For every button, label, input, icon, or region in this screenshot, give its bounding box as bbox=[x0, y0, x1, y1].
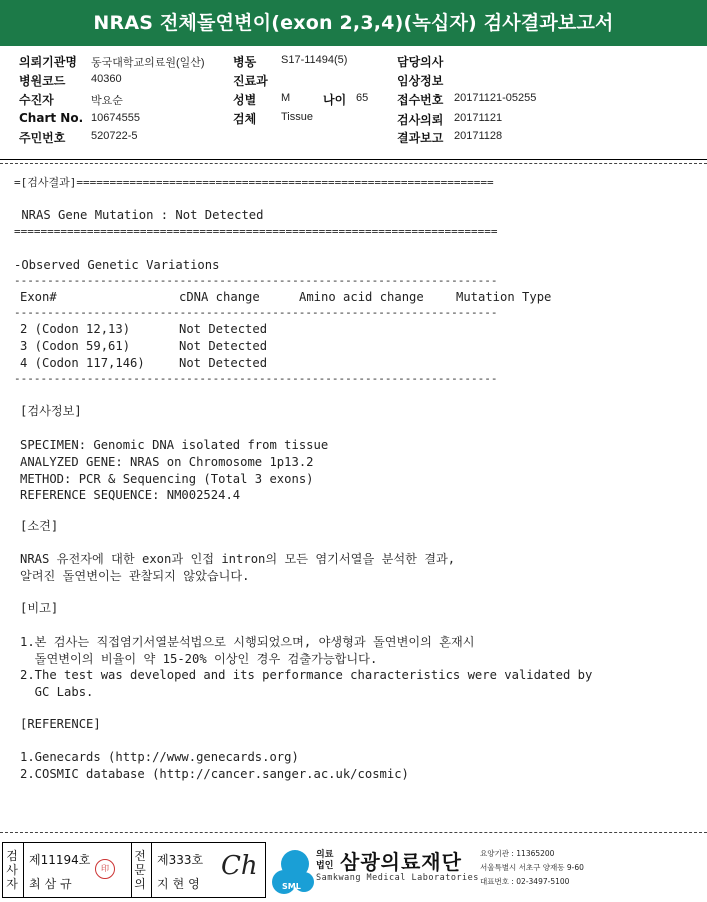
sex-value: M bbox=[281, 92, 291, 104]
signature: Ch bbox=[221, 851, 258, 881]
row-exon: 4 (Codon 117,146) bbox=[20, 356, 145, 370]
row-cdna: Not Detected bbox=[179, 356, 268, 370]
dept-label: 진료과 bbox=[233, 74, 268, 88]
row-cdna: Not Detected bbox=[179, 322, 268, 336]
patient-label: 수진자 bbox=[19, 93, 54, 107]
remark-line: GC Labs. bbox=[20, 685, 94, 699]
doctor-name: 지현영 bbox=[157, 877, 204, 891]
ward-label: 병동 bbox=[233, 55, 257, 69]
report-title: NRAS 전체돌연변이(exon 2,3,4)(녹십자) 검사결과보고서 bbox=[0, 0, 707, 46]
dash-rule-bottom: ------------------------------------------------------------------------- bbox=[14, 372, 498, 385]
inspector-license: 제11194호 bbox=[29, 853, 91, 867]
info-line: ANALYZED GENE: NRAS on Chromosome 1p13.2 bbox=[20, 455, 314, 469]
reference-title: [REFERENCE] bbox=[20, 717, 101, 731]
contact-address: 서울특별시 서초구 양재동 9-60 bbox=[480, 863, 584, 872]
opinion-line: NRAS 유전자에 대한 exon과 인접 intron의 모든 염기서열을 분석한 결과, bbox=[20, 552, 456, 566]
accession-value: 20171121-05255 bbox=[454, 92, 537, 104]
institution-value: 동국대학교의료원(일산) bbox=[91, 57, 205, 69]
logo-subtitle: Samkwang Medical Laboratories bbox=[316, 873, 479, 883]
report-date-value: 20171128 bbox=[454, 130, 503, 142]
inspector-name: 최삼규 bbox=[29, 877, 76, 891]
col-mutation: Mutation Type bbox=[456, 290, 552, 304]
reference-line: 2.COSMIC database (http://cancer.sanger.ac.uk/cosmic) bbox=[20, 767, 409, 781]
patient-info-panel bbox=[0, 46, 707, 158]
header-dashed-divider bbox=[0, 163, 707, 164]
info-title: [검사정보] bbox=[20, 404, 82, 418]
doctor-label: 담당의사 bbox=[397, 55, 444, 69]
specimen-label: 검체 bbox=[233, 112, 257, 126]
double-rule: ========================================================================= bbox=[14, 225, 498, 238]
sml-logo-icon bbox=[268, 844, 322, 898]
chart-label: Chart No. bbox=[19, 111, 84, 125]
dash-rule-mid: ------------------------------------------------------------------------- bbox=[14, 306, 498, 319]
report-date-label: 결과보고 bbox=[397, 131, 444, 145]
signature-box bbox=[2, 842, 266, 898]
request-label: 검사의뢰 bbox=[397, 113, 444, 127]
inspector-label: 검사자 bbox=[6, 849, 18, 891]
col-amino: Amino acid change bbox=[299, 290, 424, 304]
stamp-seal: 印 bbox=[95, 859, 115, 879]
chart-value: 10674555 bbox=[91, 112, 140, 124]
opinion-line: 알려진 돌연변이는 관찰되지 않았습니다. bbox=[20, 569, 250, 583]
row-exon: 2 (Codon 12,13) bbox=[20, 322, 131, 336]
age-label: 나이 bbox=[323, 93, 347, 107]
request-value: 20171121 bbox=[454, 112, 503, 124]
ward-value: S17-11494(5) bbox=[281, 54, 348, 66]
resident-value: 520722-5 bbox=[91, 130, 138, 142]
col-cdna: cDNA change bbox=[179, 290, 260, 304]
remark-line: 1.본 검사는 직접염기서열분석법으로 시행되었으며, 야생형과 돌연변이의 혼재시 bbox=[20, 635, 475, 649]
footer-divider bbox=[0, 832, 707, 833]
clinical-label: 임상정보 bbox=[397, 74, 444, 88]
opinion-title: [소견] bbox=[20, 519, 59, 533]
sex-label: 성별 bbox=[233, 93, 257, 107]
contact-phone: 대표번호 : 02-3497-5100 bbox=[480, 877, 570, 886]
doctor-license: 제333호 bbox=[157, 853, 204, 867]
observed-title: -Observed Genetic Variations bbox=[14, 258, 220, 272]
logo-small-text: 의료법인 bbox=[316, 850, 334, 871]
mutation-result: NRAS Gene Mutation : Not Detected bbox=[14, 208, 264, 222]
result-header: =[검사결과]=============================================================== bbox=[14, 176, 494, 189]
contact-code: 요양기관 : 11365200 bbox=[480, 849, 555, 858]
remark-title: [비고] bbox=[20, 601, 59, 615]
institution-label: 의뢰기관명 bbox=[19, 55, 77, 69]
remark-line: 2.The test was developed and its performance characteristics were validated by bbox=[20, 668, 593, 682]
patient-value: 박요순 bbox=[91, 95, 123, 107]
header-divider bbox=[0, 159, 707, 160]
logo-abbr: SML bbox=[282, 882, 301, 891]
logo-title: 삼광의료재단 bbox=[340, 850, 462, 874]
info-line: REFERENCE SEQUENCE: NM002524.4 bbox=[20, 488, 241, 502]
age-value: 65 bbox=[356, 92, 369, 104]
dash-rule-top: ------------------------------------------------------------------------- bbox=[14, 274, 498, 287]
hospital-code-value: 40360 bbox=[91, 73, 122, 85]
row-cdna: Not Detected bbox=[179, 339, 268, 353]
info-line: METHOD: PCR & Sequencing (Total 3 exons) bbox=[20, 472, 314, 486]
reference-line: 1.Genecards (http://www.genecards.org) bbox=[20, 750, 299, 764]
accession-label: 접수번호 bbox=[397, 93, 444, 107]
row-exon: 3 (Codon 59,61) bbox=[20, 339, 131, 353]
hospital-code-label: 병원코드 bbox=[19, 74, 66, 88]
footer bbox=[0, 840, 707, 902]
doctor-label: 전문의 bbox=[134, 849, 146, 891]
remark-line: 돌연변이의 비율이 약 15-20% 이상인 경우 검출가능합니다. bbox=[20, 652, 378, 666]
resident-label: 주민번호 bbox=[19, 131, 66, 145]
col-exon: Exon# bbox=[20, 290, 57, 304]
info-line: SPECIMEN: Genomic DNA isolated from tissue bbox=[20, 438, 329, 452]
specimen-value: Tissue bbox=[281, 111, 313, 123]
